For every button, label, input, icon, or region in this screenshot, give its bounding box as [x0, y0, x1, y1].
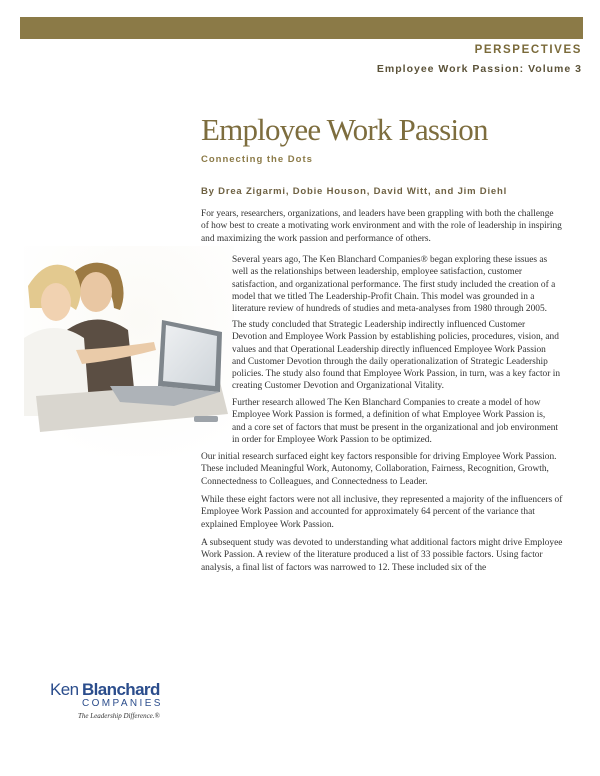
logo-ken: Ken [50, 680, 79, 699]
logo-blanchard: Blanchard [82, 680, 160, 699]
volume-label: Employee Work Passion: Volume 3 [376, 63, 582, 75]
article-subtitle: Connecting the Dots [201, 154, 313, 165]
header-bar [20, 17, 583, 39]
office-photo [24, 246, 234, 456]
logo-tagline: The Leadership Difference.® [78, 712, 160, 720]
article-title: Employee Work Passion [201, 112, 488, 147]
section-label: PERSPECTIVES [474, 44, 582, 56]
paragraph-5: Our initial research surfaced eight key factors responsible for driving Employee Work Passion. These included Meaningful Work, Autonomy, Collaboration, Fairness, Recognition, Growth, Connectedness to Colleagues, and Connectedness to Leader. [201, 452, 557, 487]
paragraph-6: While these eight factors were not all inclusive, they represented a majority of the influencers of Employee Work Passion and accounted for approximately 64 percent of the variance that explained Employee Work Passion. [201, 495, 563, 530]
logo-companies: COMPANIES [82, 698, 163, 709]
paragraph-2: Several years ago, The Ken Blanchard Companies® began exploring these issues as well as the relationships between leadership, employee satisfaction, customer satisfaction, and organizational performance. The first study included the creation of a model that we titled The Leadership-Profit Chain. This model was grounded in a literature review of hundreds of studies and meta-analyses from 1980 through 2005. [232, 255, 556, 315]
paragraph-4: Further research allowed The Ken Blanchard Companies to create a model of how Employee Work Passion is formed, a definition of what Employee Work Passion is, and a core set of factors that must be present in the organizational and job environment in order for Employee Work Passion to be optimized. [232, 398, 559, 445]
paragraph-3: The study concluded that Strategic Leadership indirectly influenced Customer Devotion and Employee Work Passion by establishing policies, procedures, vision, and values and that Operational Leadership directly influenced Employee Work Passion and Customer Devotion through the daily operationalization of Strategic Leadership policies. The study also found that Employee Work Passion, in turn, was a key factor in creating Customer Devotion and Organizational Vitality. [232, 320, 561, 392]
paragraph-7: A subsequent study was devoted to understanding what additional factors might drive Employee Work Passion. A review of the literature produced a list of 33 possible factors. Using factor analysis, a final list of factors was narrowed to 12. These included six of the [201, 538, 563, 573]
article-authors: By Drea Zigarmi, Dobie Houson, David Witt, and Jim Diehl [201, 186, 508, 197]
paragraph-intro: For years, researchers, organizations, and leaders have been grappling with both the challenge of how best to create a motivating work environment and with the role of leadership in inspiring and maximizing the work passion and performance of others. [201, 209, 562, 244]
